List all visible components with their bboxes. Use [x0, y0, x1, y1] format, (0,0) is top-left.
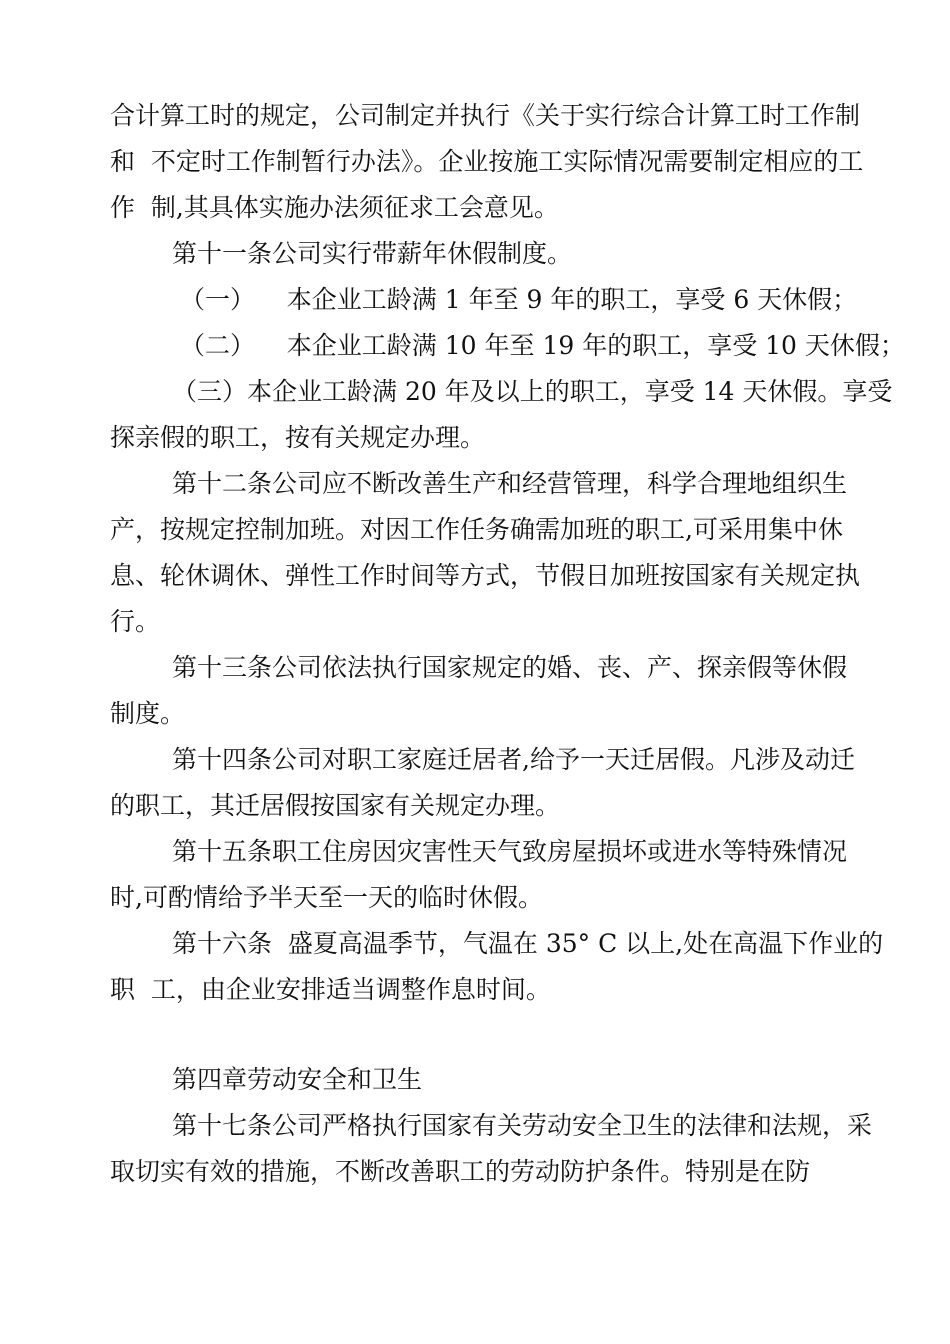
text-line: 和 不定时工作制暂行办法》。企业按施工实际情况需要制定相应的工 — [110, 147, 864, 176]
text-line: 第十二条公司应不断改善生产和经营管理，科学合理地组织生 — [172, 469, 848, 498]
text-line: 第十六条 盛夏高温季节，气温在 35° C 以上,处在高温下作业的 — [172, 929, 884, 958]
chapter-heading: 第四章劳动安全和卫生 — [172, 1065, 423, 1094]
text-line: 取切实有效的措施，不断改善职工的劳动防护条件。特别是在防 — [110, 1157, 811, 1186]
text-line: 第十三条公司依法执行国家规定的婚、丧、产、探亲假等休假 — [172, 653, 848, 682]
text-line: 作 制,其具体实施办法须征求工会意见。 — [110, 193, 559, 222]
text-line: 合计算工时的规定，公司制定并执行《关于实行综合计算工时工作制 — [110, 101, 861, 130]
text-line: 探亲假的职工，按有关规定办理。 — [110, 423, 486, 452]
text-line: 时,可酌情给予半天至一天的临时休假。 — [110, 883, 543, 912]
text-line: 的职工，其迁居假按国家有关规定办理。 — [110, 791, 561, 820]
list-item-1: （一） 本企业工龄满 1 年至 9 年的职工，享受 6 天休假； — [180, 285, 858, 314]
text-line: 第十七条公司严格执行国家有关劳动安全卫生的法律和法规，采 — [172, 1111, 873, 1140]
text-line: 第十四条公司对职工家庭迁居者,给予一天迁居假。凡涉及动迁 — [172, 745, 855, 774]
text-line: 产，按规定控制加班。对因工作任务确需加班的职工,可采用集中休 — [110, 515, 843, 544]
text-line: 职 工，由企业安排适当调整作息时间。 — [110, 975, 551, 1004]
text-line: 行。 — [110, 607, 161, 636]
text-line: 息、轮休调休、弹性工作时间等方式，节假日加班按国家有关规定执 — [110, 561, 861, 590]
text-line: 第十五条职工住房因灾害性天气致房屋损坏或进水等特殊情况 — [172, 837, 848, 866]
text-line: 制度。 — [110, 699, 186, 728]
list-item-3: （三）本企业工龄满 20 年及以上的职工，享受 14 天休假。享受 — [172, 377, 893, 406]
list-item-2: （二） 本企业工龄满 10 年至 19 年的职工，享受 10 天休假； — [180, 331, 905, 360]
article-heading-line: 第十一条公司实行带薪年休假制度。 — [172, 239, 573, 268]
